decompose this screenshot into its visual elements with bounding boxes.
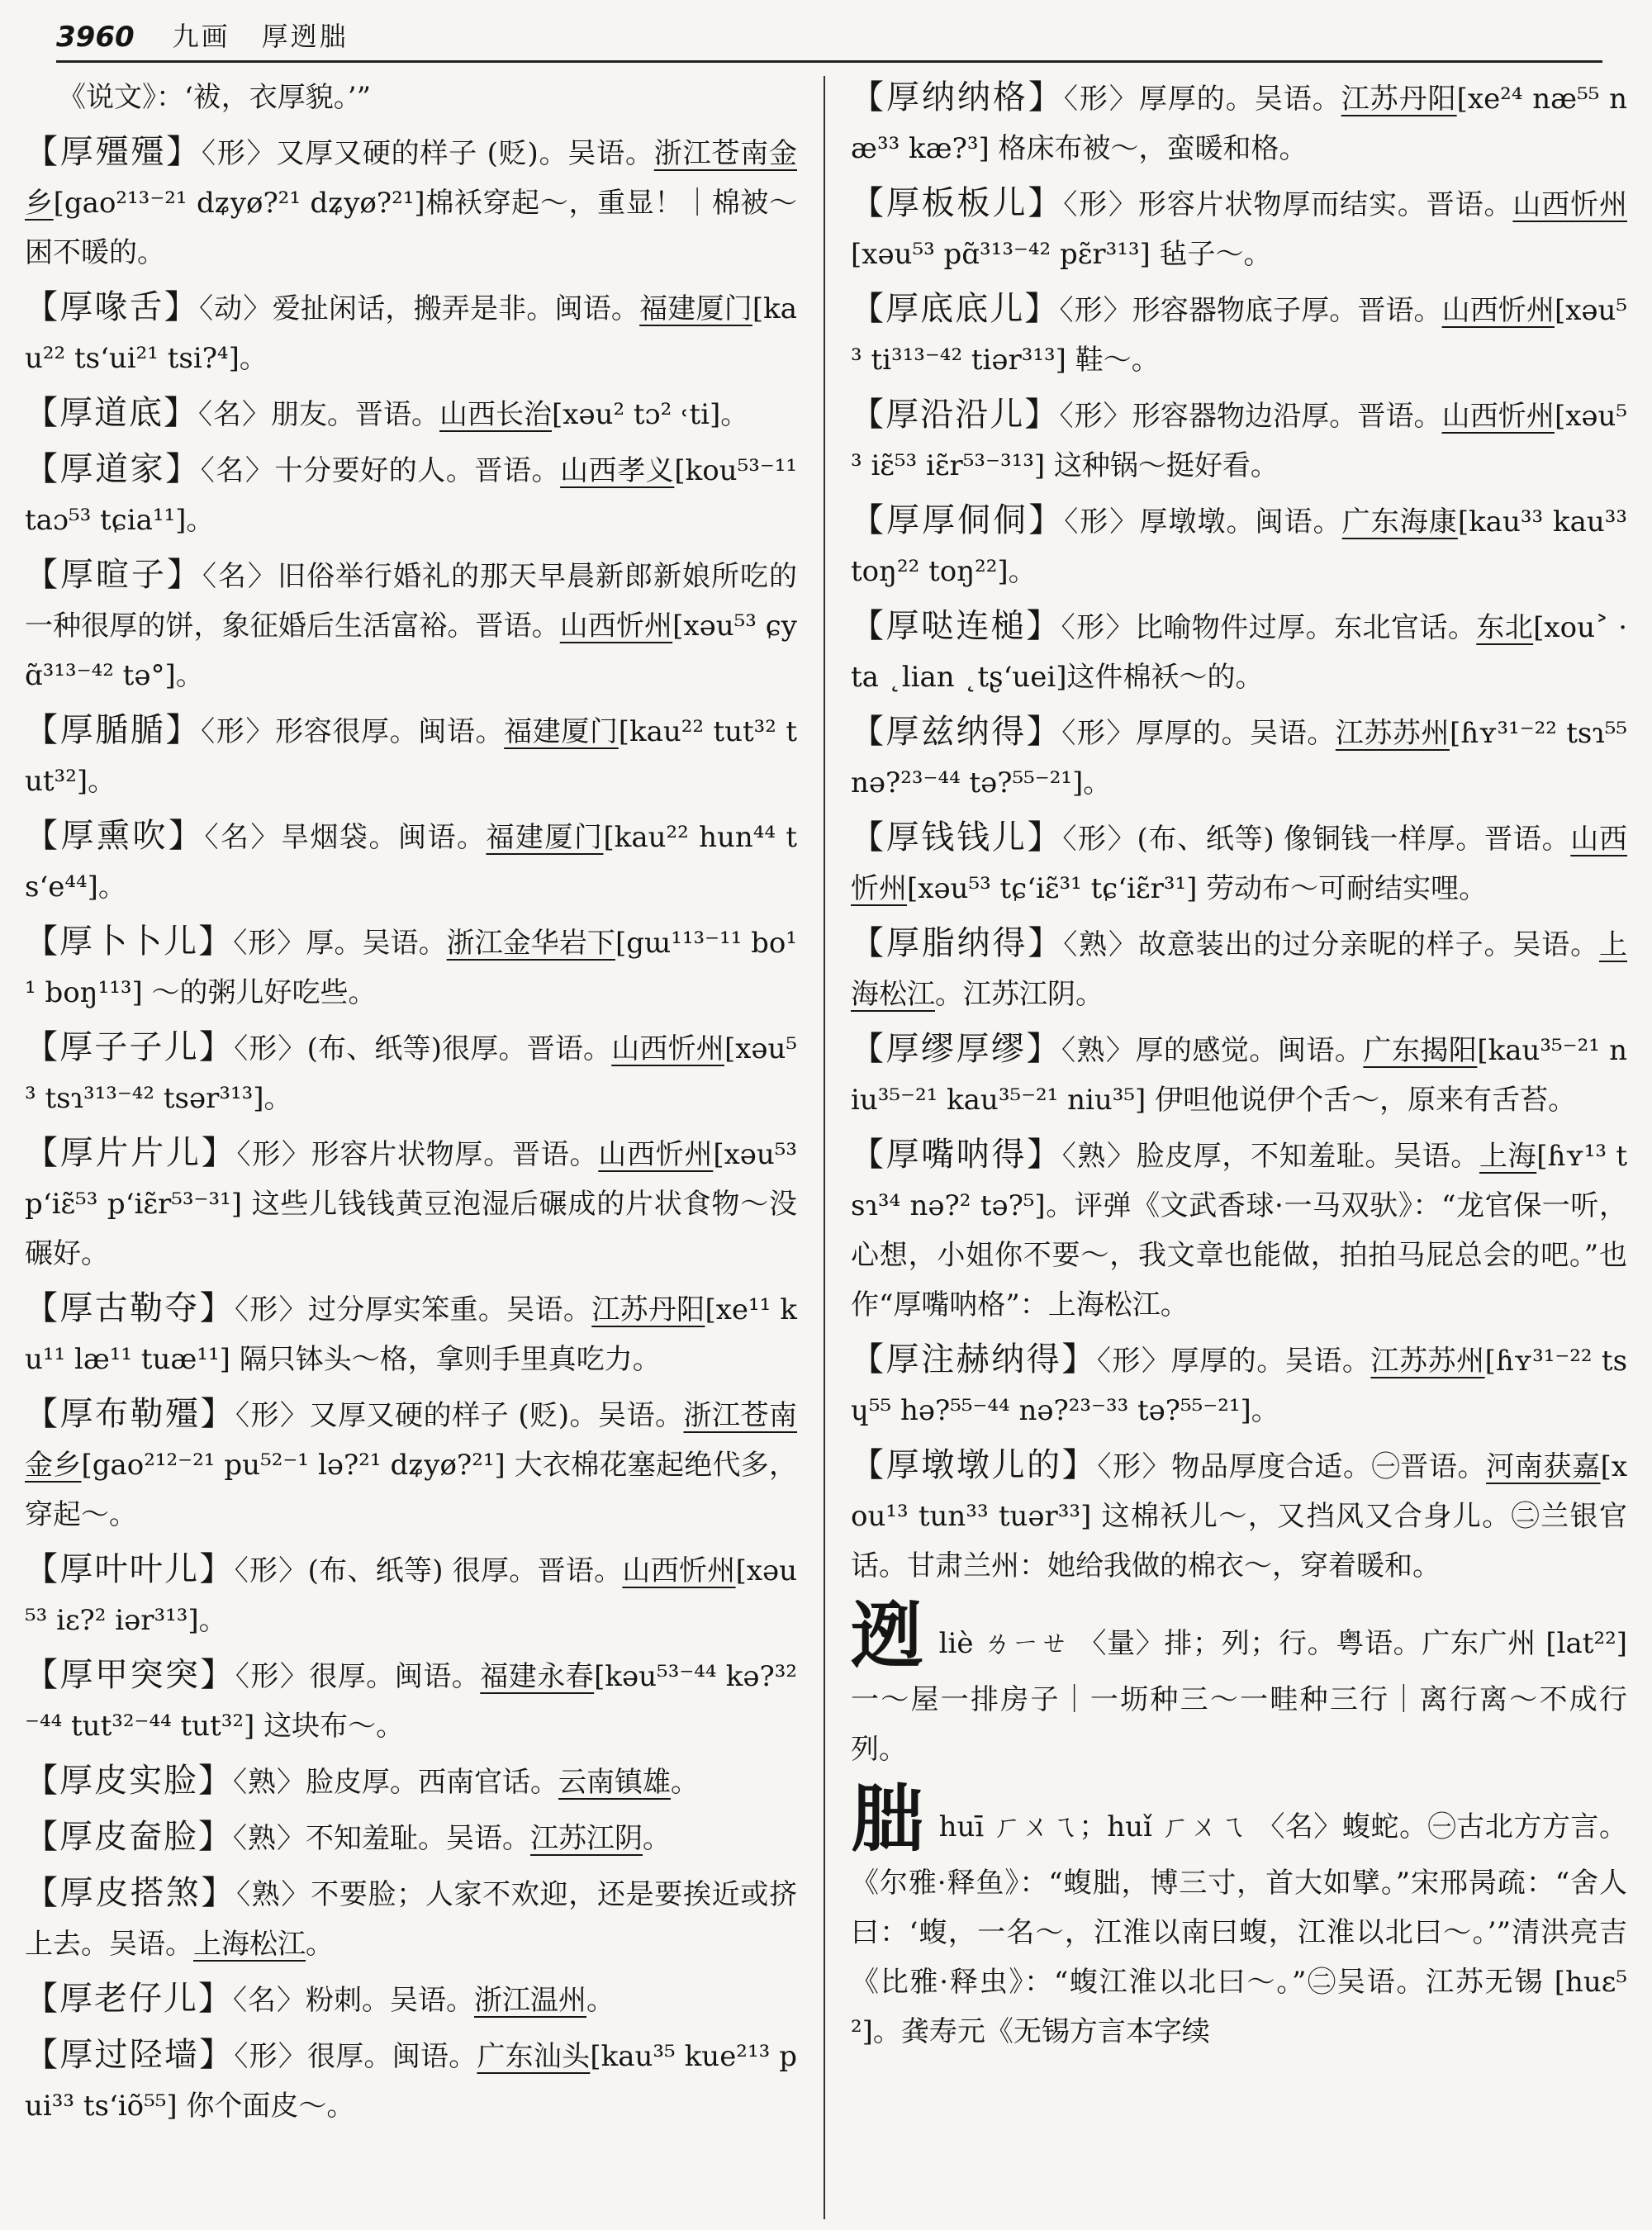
- entry-pos: 〈形〉: [234, 1554, 308, 1587]
- entry-pronunciation: 。: [306, 1928, 334, 1961]
- entry-place: 福建厦门: [486, 821, 604, 854]
- dictionary-entry: [851, 1130, 1627, 1330]
- dictionary-entry: [25, 1283, 797, 1384]
- dictionary-entry: [851, 1335, 1627, 1435]
- entry-headword: 【厚钱钱儿】: [851, 818, 1063, 856]
- entry-headword: 【厚脂纳得】: [851, 924, 1064, 962]
- entry-pos: 〈形〉: [1063, 188, 1138, 221]
- entry-pronunciation: [xəu⁵³ ti³¹³⁻⁴² tiər³¹³] 鞋～。: [851, 294, 1628, 377]
- entry-definition: 很厚。闽语。: [307, 2040, 477, 2073]
- entry-headword: 【厚皮实脸】: [25, 1762, 233, 1800]
- entry-pos: 〈动〉: [198, 292, 273, 325]
- entry-headword: 【厚沿沿儿】: [851, 396, 1060, 434]
- entry-definition: 厚厚的。吴语。: [1135, 717, 1336, 750]
- head-character: 朏: [851, 1776, 924, 1862]
- character-definition: huī ㄏㄨㄟ；huǐ ㄏㄨㄟ 〈名〉蝮蛇。㊀古北方方言。《尔雅·释鱼》：“蝮朏，博三寸，首大如擘。”宋邢昺疏：“舍人曰：‘蝮，一名～，江淮以南曰蝮，江淮以北曰～。’”清洪亮吉《比雅·释虫》：“蝮江淮以北曰～。”㊁吴语。江苏无锡 [huɛ⁵²]。龚寿元《无锡方言本字续: [851, 1810, 1627, 2048]
- dictionary-entry: [851, 73, 1627, 173]
- entry-pos: 〈熟〉: [233, 1766, 306, 1799]
- entry-definition: 形容很厚。闽语。: [275, 715, 505, 748]
- dictionary-entry: [25, 1756, 797, 1807]
- entry-pronunciation: [ɦʏ³¹⁻²² tsɥ⁵⁵ hə?⁵⁵⁻⁴⁴ nə?²³⁻³³ tə?⁵⁵⁻²¹]。: [851, 1345, 1628, 1427]
- entry-definition: 形容片状物厚而结实。晋语。: [1137, 188, 1513, 221]
- entry-headword: 【厚注赫纳得】: [851, 1340, 1097, 1378]
- entry-place: 江苏苏州: [1335, 717, 1450, 750]
- entry-range: 厚迾朏: [261, 21, 349, 52]
- entry-pronunciation: [xəu⁵³ tsɿ³¹³⁻⁴² tsər³¹³]。: [25, 1032, 798, 1115]
- entry-pronunciation: [kau³³ kau³³ toŋ²² toŋ²²]。: [851, 505, 1628, 588]
- entry-place: 江苏苏州: [1370, 1345, 1485, 1378]
- running-head: [173, 16, 349, 54]
- entry-pos: 〈名〉: [204, 821, 281, 854]
- dictionary-entry: [25, 705, 797, 806]
- entry-pos: 〈熟〉: [233, 1822, 306, 1855]
- entry-definition: 比喻物件过厚。东北官话。: [1134, 611, 1477, 644]
- entry-headword: 【厚子子儿】: [25, 1028, 235, 1066]
- entry-place: 山西忻州: [622, 1554, 736, 1587]
- entry-place: 东北: [1476, 611, 1534, 644]
- dictionary-entry: [25, 917, 797, 1018]
- dictionary-entry: [25, 1974, 797, 2025]
- entry-pos: 〈形〉: [1063, 83, 1139, 116]
- entry-place: 上海松江: [851, 928, 1628, 1011]
- dictionary-entry: [851, 707, 1627, 808]
- entry-headword: 【厚喙舌】: [25, 288, 199, 326]
- entry-pos: 〈形〉: [1097, 1450, 1172, 1483]
- page-number: 3960: [56, 21, 135, 54]
- dictionary-entry: [851, 918, 1627, 1019]
- dictionary-entry: [25, 127, 797, 278]
- character-definition: liè ㄌㄧㄝ 〈量〉排；列；行。粤语。广东广州 [lat²²] 一～屋一排房子｜一坜种三～一畦种三行｜离行离～不成行列。: [851, 1627, 1627, 1766]
- entry-pos: 〈名〉: [200, 454, 275, 487]
- entry-pronunciation: [xəu⁵³ p‘iɛ̃⁵³ p‘iɛ̃r⁵³⁻³¹] 这些儿钱钱黄豆泡湿后碾成的片状食物～没碾好。: [25, 1138, 798, 1270]
- entry-place: 广东揭阳: [1363, 1034, 1478, 1067]
- entry-headword: 【厚布勒殭】: [25, 1395, 236, 1433]
- entry-headword: 【厚皮奤脸】: [25, 1818, 233, 1856]
- entry-definition: 故意装出的过分亲昵的样子。吴语。: [1137, 928, 1600, 961]
- entry-definition: 不知羞耻。吴语。: [306, 1822, 530, 1855]
- entry-place: 浙江金华岩下: [446, 927, 615, 960]
- entry-pronunciation: [kou⁵³⁻¹¹ taɔ⁵³ tɕia¹¹]。: [25, 454, 798, 537]
- entry-pronunciation: [ɦʏ¹³ tsɿ³⁴ nə?² tə?⁵]。评弹《文武香球·一马双驮》：“龙官保一听，心想，小姐你不要～，我文章也能做，拍拍马屁总会的吧。”也作“厚嘴呐格”：上海松江。: [851, 1140, 1628, 1321]
- entry-pos: 〈名〉: [202, 560, 278, 593]
- dictionary-entry: [58, 73, 797, 122]
- entry-pos: 〈熟〉: [236, 1878, 311, 1911]
- entry-place: 山西孝义: [560, 454, 675, 487]
- entry-pronunciation: [kau³⁵ kue²¹³ pui³³ ts‘iõ⁵⁵] 你个面皮～。: [25, 2040, 798, 2123]
- entry-headword: 【厚老仔儿】: [25, 1980, 233, 2018]
- entry-headword: 【厚底底儿】: [851, 290, 1060, 328]
- character-entry-hui: [851, 1776, 1627, 2057]
- dictionary-entry: [25, 1650, 797, 1751]
- entry-place: 福建永春: [480, 1660, 595, 1693]
- entry-headword: 【厚纳纳格】: [851, 78, 1064, 116]
- entry-place: 上海松江: [193, 1928, 306, 1961]
- entry-pos: 〈形〉: [202, 137, 277, 170]
- dictionary-entry: [25, 1389, 797, 1540]
- entry-definition: 厚。吴语。: [306, 927, 447, 960]
- entry-pronunciation: [kau²² hun⁴⁴ ts‘e⁴⁴]。: [25, 821, 798, 904]
- dictionary-entry: [25, 282, 797, 383]
- entry-pos: 〈形〉: [201, 715, 276, 748]
- entry-pos: 〈熟〉: [1063, 928, 1138, 961]
- entry-pos: 〈熟〉: [1061, 1140, 1137, 1173]
- entry-headword: 【厚古勒夺】: [25, 1289, 235, 1327]
- entry-place: 山西忻州: [611, 1032, 724, 1065]
- entry-pronunciation: [kau²² ts‘ui²¹ tsi?⁴]。: [25, 292, 798, 375]
- entry-pronunciation: 。: [586, 1984, 615, 2017]
- dictionary-entry: [25, 388, 797, 439]
- entry-pronunciation: [xəu² tɔ² ˓ti]。: [552, 398, 749, 431]
- entry-pos: 〈形〉: [1064, 505, 1140, 539]
- entry-headword: 【厚道底】: [25, 394, 198, 432]
- entry-place: 上海: [1479, 1140, 1537, 1173]
- entry-place: 福建厦门: [639, 292, 752, 325]
- dictionary-entry: [25, 2030, 797, 2131]
- entry-definition: (布、纸等) 像铜钱一样厚。晋语。: [1137, 823, 1571, 856]
- entry-definition: 又厚又硬的样子 (贬)。吴语。: [276, 137, 654, 170]
- entry-place: 福建厦门: [504, 715, 619, 748]
- entry-headword: 【厚道家】: [25, 450, 201, 488]
- dictionary-entry: [25, 1128, 797, 1279]
- entry-pos: 〈形〉: [236, 1138, 311, 1171]
- entry-definition: 物品厚度合适。㊀晋语。: [1171, 1450, 1487, 1483]
- entry-definition: 粉刺。吴语。: [306, 1984, 474, 2017]
- entry-place: 河南获嘉: [1486, 1450, 1601, 1483]
- entry-pronunciation: [xou¹³ tun³³ tuər³³] 这棉袄儿～，又挡风又合身儿。㊁兰银官话。甘肃兰州：她给我做的棉衣～，穿着暖和。: [851, 1450, 1628, 1582]
- entry-definition: 形容器物底子厚。晋语。: [1132, 294, 1442, 327]
- dictionary-entry: [851, 601, 1627, 702]
- entry-pronunciation: [xe¹¹ ku¹¹ læ¹¹ tuæ¹¹] 隔只钵头～格，拿则手里真吃力。: [25, 1293, 798, 1376]
- entry-pos: 〈形〉: [1059, 400, 1132, 433]
- entry-definition: 十分要好的人。晋语。: [274, 454, 561, 487]
- entry-definition: 厚的感觉。闽语。: [1135, 1034, 1364, 1067]
- entry-pronunciation: [xəu⁵³ tɕ‘iɛ̃³¹ tɕ‘iɛ̃r³¹] 劳动布～可耐结实哩。: [907, 872, 1488, 905]
- entry-headword: 【厚嘴呐得】: [851, 1136, 1062, 1174]
- entry-definition: 爱扯闲话，搬弄是非。闽语。: [272, 292, 640, 325]
- entry-headword: 【厚厚侗侗】: [851, 501, 1065, 539]
- entry-headword: 【厚暄子】: [25, 556, 202, 594]
- entry-headword: 【厚殭殭】: [25, 133, 202, 171]
- entry-place: 广东汕头: [477, 2040, 591, 2073]
- entry-pronunciation: 。: [643, 1822, 671, 1855]
- entry-definition: 旧俗举行婚礼的那天早晨新郎新娘所吃的一种很厚的饼，象征婚后生活富裕。晋语。: [25, 560, 797, 643]
- entry-headword: 【厚哒连槌】: [851, 607, 1061, 645]
- entry-place: 浙江苍南金乡: [25, 137, 798, 220]
- entry-definition: 厚墩墩。闽语。: [1139, 505, 1342, 539]
- entry-headword: 【厚皮搭煞】: [25, 1874, 237, 1912]
- entry-pos: 〈名〉: [233, 1984, 306, 2017]
- dictionary-entry: [25, 444, 797, 545]
- entry-place: 江苏江阴: [530, 1822, 643, 1855]
- entry-definition: 很厚。闽语。: [309, 1660, 481, 1693]
- entry-pronunciation: [xou˃ ·ta ˛lian ˛tʂ‘uei]这件棉袄～的。: [851, 611, 1628, 694]
- entry-pronunciation: [kəu⁵³⁻⁴⁴ kə?³²⁻⁴⁴ tut³²⁻⁴⁴ tut³²] 这块布～。: [25, 1660, 798, 1743]
- dictionary-entry: [25, 1868, 797, 1969]
- entry-headword: 【厚兹纳得】: [851, 713, 1062, 751]
- dictionary-entry: [851, 496, 1627, 596]
- entry-pronunciation: [xe²⁴ næ⁵⁵ næ³³ kæ?³] 格床布被～，蛮暖和格。: [851, 83, 1628, 165]
- entry-pos: 〈形〉: [1096, 1345, 1171, 1378]
- entry-pronunciation: [xəu⁵³ iɛ?² iər³¹³]。: [25, 1554, 798, 1637]
- entry-definition: 又厚又硬的样子 (贬)。吴语。: [309, 1399, 684, 1432]
- entry-pos: 〈形〉: [234, 1032, 307, 1065]
- column-divider: [824, 76, 825, 2219]
- entry-headword: 【厚板板儿】: [851, 184, 1064, 222]
- entry-pronunciation: [kau³⁵⁻²¹ niu³⁵⁻²¹ kau³⁵⁻²¹ niu³⁵] 伊呾他说伊个舌～，原来有舌苔。: [851, 1034, 1628, 1117]
- entry-pos: 〈形〉: [234, 2040, 308, 2073]
- dictionary-entry: [851, 390, 1627, 491]
- entry-pronunciation: [xəu⁵³ ɕyɑ̃³¹³⁻⁴² tə°]。: [25, 610, 798, 692]
- entry-definition: 厚厚的。吴语。: [1138, 83, 1341, 116]
- entry-definition: 脸皮厚，不知羞耻。吴语。: [1136, 1140, 1479, 1173]
- entry-place: 山西忻州: [559, 610, 673, 643]
- entry-pos: 〈名〉: [198, 398, 271, 431]
- entry-headword: 【厚甲突突】: [25, 1656, 235, 1694]
- entry-headword: 【厚熏吹】: [25, 817, 205, 855]
- entry-place: 山西忻州: [1441, 400, 1555, 433]
- character-entry-lie: [851, 1592, 1627, 1774]
- entry-definition: (布、纸等) 很厚。晋语。: [307, 1554, 623, 1587]
- entry-definition: 厚厚的。吴语。: [1170, 1345, 1371, 1378]
- entry-definition: 朋友。晋语。: [271, 398, 439, 431]
- entry-place: 江苏丹阳: [591, 1293, 705, 1326]
- entry-headword: 【厚缪厚缪】: [851, 1030, 1061, 1068]
- entry-definition: 形容器物边沿厚。晋语。: [1132, 400, 1442, 433]
- entry-text: 《说文》：‘袚，衣厚貌。’”: [58, 81, 371, 114]
- entry-pos: 〈形〉: [234, 1293, 308, 1326]
- entry-headword: 【厚过陉墙】: [25, 2036, 235, 2074]
- page-header: [56, 12, 1602, 63]
- entry-headword: 【厚叶叶儿】: [25, 1550, 235, 1588]
- entry-pos: 〈形〉: [1061, 611, 1135, 644]
- entry-place: 山西忻州: [1512, 188, 1628, 221]
- dictionary-entry: [25, 811, 797, 912]
- entry-pos: 〈形〉: [1062, 823, 1137, 856]
- entry-pronunciation: 。江苏江阴。: [935, 978, 1104, 1011]
- entry-pronunciation: [kau²² tut³² tut³²]。: [25, 715, 798, 798]
- entry-headword: 【厚片片儿】: [25, 1134, 237, 1172]
- section-label: 九画: [172, 21, 230, 52]
- dictionary-entry: [25, 1812, 797, 1863]
- entry-pronunciation: [gɯ¹¹³⁻¹¹ bo¹¹ boŋ¹¹³] ～的粥儿好吃些。: [25, 927, 798, 1009]
- dictionary-entry: [851, 1440, 1627, 1591]
- entry-pos: 〈形〉: [1059, 294, 1132, 327]
- entry-headword: 【厚墩墩儿的】: [851, 1446, 1098, 1484]
- entry-definition: (布、纸等)很厚。晋语。: [306, 1032, 612, 1065]
- entry-pos: 〈形〉: [235, 1399, 310, 1432]
- entry-place: 广东海康: [1341, 505, 1458, 539]
- entry-place: 云南镇雄: [558, 1766, 671, 1799]
- dictionary-entry: [25, 1544, 797, 1645]
- entry-pronunciation: [gao²¹²⁻²¹ pu⁵²⁻¹ lə?²¹ dʑyø?²¹] 大衣棉花塞起绝代多，穿起～。: [25, 1449, 797, 1531]
- entry-definition: 形容片状物厚。晋语。: [311, 1138, 599, 1171]
- entry-place: 浙江温州: [474, 1984, 586, 2017]
- right-column: [851, 73, 1627, 2062]
- entry-pos: 〈形〉: [1061, 717, 1136, 750]
- entry-pronunciation: [ɦʏ³¹⁻²² tsɿ⁵⁵ nə?²³⁻⁴⁴ tə?⁵⁵⁻²¹]。: [851, 717, 1628, 799]
- entry-pronunciation: 。: [671, 1766, 699, 1799]
- entry-headword: 【厚腯腯】: [25, 711, 202, 749]
- entry-definition: 不要脸；人家不欢迎，还是要挨近或挤上去。吴语。: [25, 1878, 798, 1961]
- entry-place: 山西忻州: [598, 1138, 714, 1171]
- dictionary-entry: [25, 550, 797, 700]
- dictionary-entry: [851, 1024, 1627, 1125]
- entry-place: 浙江苍南金乡: [25, 1399, 798, 1482]
- entry-definition: 旱烟袋。闽语。: [281, 821, 487, 854]
- entry-place: 山西长治: [439, 398, 552, 431]
- left-column: [25, 73, 797, 2136]
- entry-definition: 脸皮厚。西南官话。: [306, 1766, 558, 1799]
- entry-place: 江苏丹阳: [1341, 83, 1457, 116]
- dictionary-entry: [851, 813, 1627, 913]
- dictionary-entry: [25, 1022, 797, 1123]
- entry-pronunciation: [xəu⁵³ pɑ̃³¹³⁻⁴² pɛ̃r³¹³] 毡子～。: [851, 238, 1272, 271]
- entry-pronunciation: [gao²¹³⁻²¹ dʑyø?²¹ dʑyø?²¹]棉袄穿起～，重显！｜棉被～困不暖的。: [25, 187, 797, 269]
- entry-place: 山西忻州: [1441, 294, 1555, 327]
- entry-pronunciation: [xəu⁵³ iɛ̃⁵³ iɛ̃r⁵³⁻³¹³] 这种锅～挺好看。: [851, 400, 1628, 482]
- dictionary-entry: [851, 284, 1627, 385]
- entry-place: 山西忻州: [851, 823, 1628, 905]
- entry-pos: 〈形〉: [233, 927, 306, 960]
- entry-definition: 过分厚实笨重。吴语。: [307, 1293, 592, 1326]
- head-character: 迾: [851, 1592, 924, 1678]
- entry-headword: 【厚卜卜儿】: [25, 923, 234, 961]
- entry-pos: 〈熟〉: [1061, 1034, 1136, 1067]
- dictionary-entry: [851, 178, 1627, 279]
- entry-pos: 〈形〉: [235, 1660, 310, 1693]
